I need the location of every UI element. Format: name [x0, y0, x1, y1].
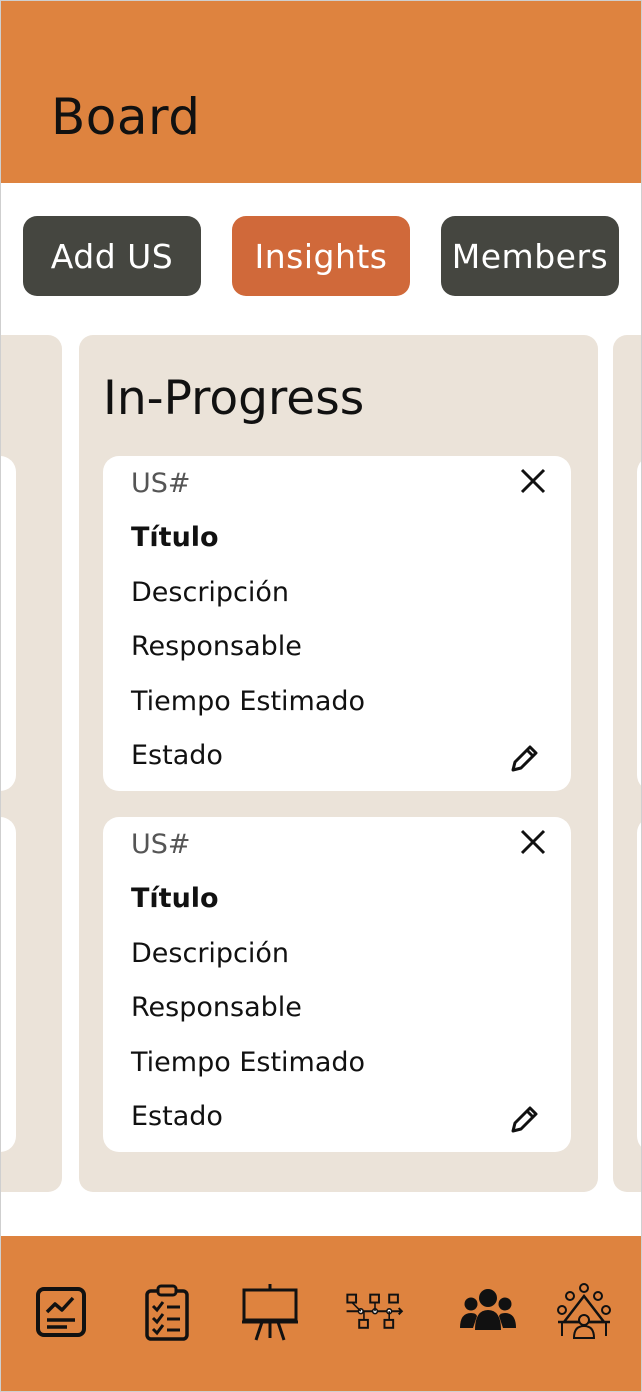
story-card-partial[interactable]	[0, 817, 16, 1152]
workflow-diagram-icon[interactable]	[345, 1282, 405, 1342]
add-us-button[interactable]: Add US	[23, 216, 201, 296]
pencil-icon[interactable]	[507, 742, 541, 776]
story-card[interactable]	[103, 456, 571, 791]
members-button[interactable]: Members	[441, 216, 619, 296]
story-owner: Responsable	[131, 631, 302, 662]
story-status: Estado	[131, 740, 223, 771]
meeting-icon[interactable]	[554, 1282, 614, 1342]
presentation-board-icon[interactable]	[240, 1282, 300, 1342]
team-icon[interactable]	[458, 1282, 518, 1342]
story-status: Estado	[131, 1101, 223, 1132]
story-id: US#	[131, 829, 191, 860]
story-description: Descripción	[131, 577, 290, 608]
story-id: US#	[131, 468, 191, 499]
story-card[interactable]	[103, 817, 571, 1152]
pencil-icon[interactable]	[507, 1103, 541, 1137]
story-estimate: Tiempo Estimado	[131, 1047, 366, 1078]
dashboard-report-icon[interactable]	[31, 1282, 91, 1342]
board-column-in-progress[interactable]	[79, 335, 598, 1192]
board-column-next[interactable]	[613, 335, 642, 1192]
bottom-navigation	[0, 1236, 642, 1392]
board-column-previous[interactable]	[0, 335, 62, 1192]
story-card-partial[interactable]	[637, 817, 642, 1152]
close-icon[interactable]	[518, 827, 548, 857]
checklist-icon[interactable]	[137, 1282, 197, 1342]
page-title: Board	[51, 88, 201, 146]
story-title: Título	[131, 522, 219, 553]
insights-button[interactable]: Insights	[232, 216, 410, 296]
story-title: Título	[131, 883, 219, 914]
story-estimate: Tiempo Estimado	[131, 686, 366, 717]
close-icon[interactable]	[518, 466, 548, 496]
story-owner: Responsable	[131, 992, 302, 1023]
column-title: In-Progress	[103, 371, 365, 426]
story-card-partial[interactable]	[0, 456, 16, 791]
story-description: Descripción	[131, 938, 290, 969]
story-card-partial[interactable]	[637, 456, 642, 791]
header-bar	[0, 0, 642, 183]
